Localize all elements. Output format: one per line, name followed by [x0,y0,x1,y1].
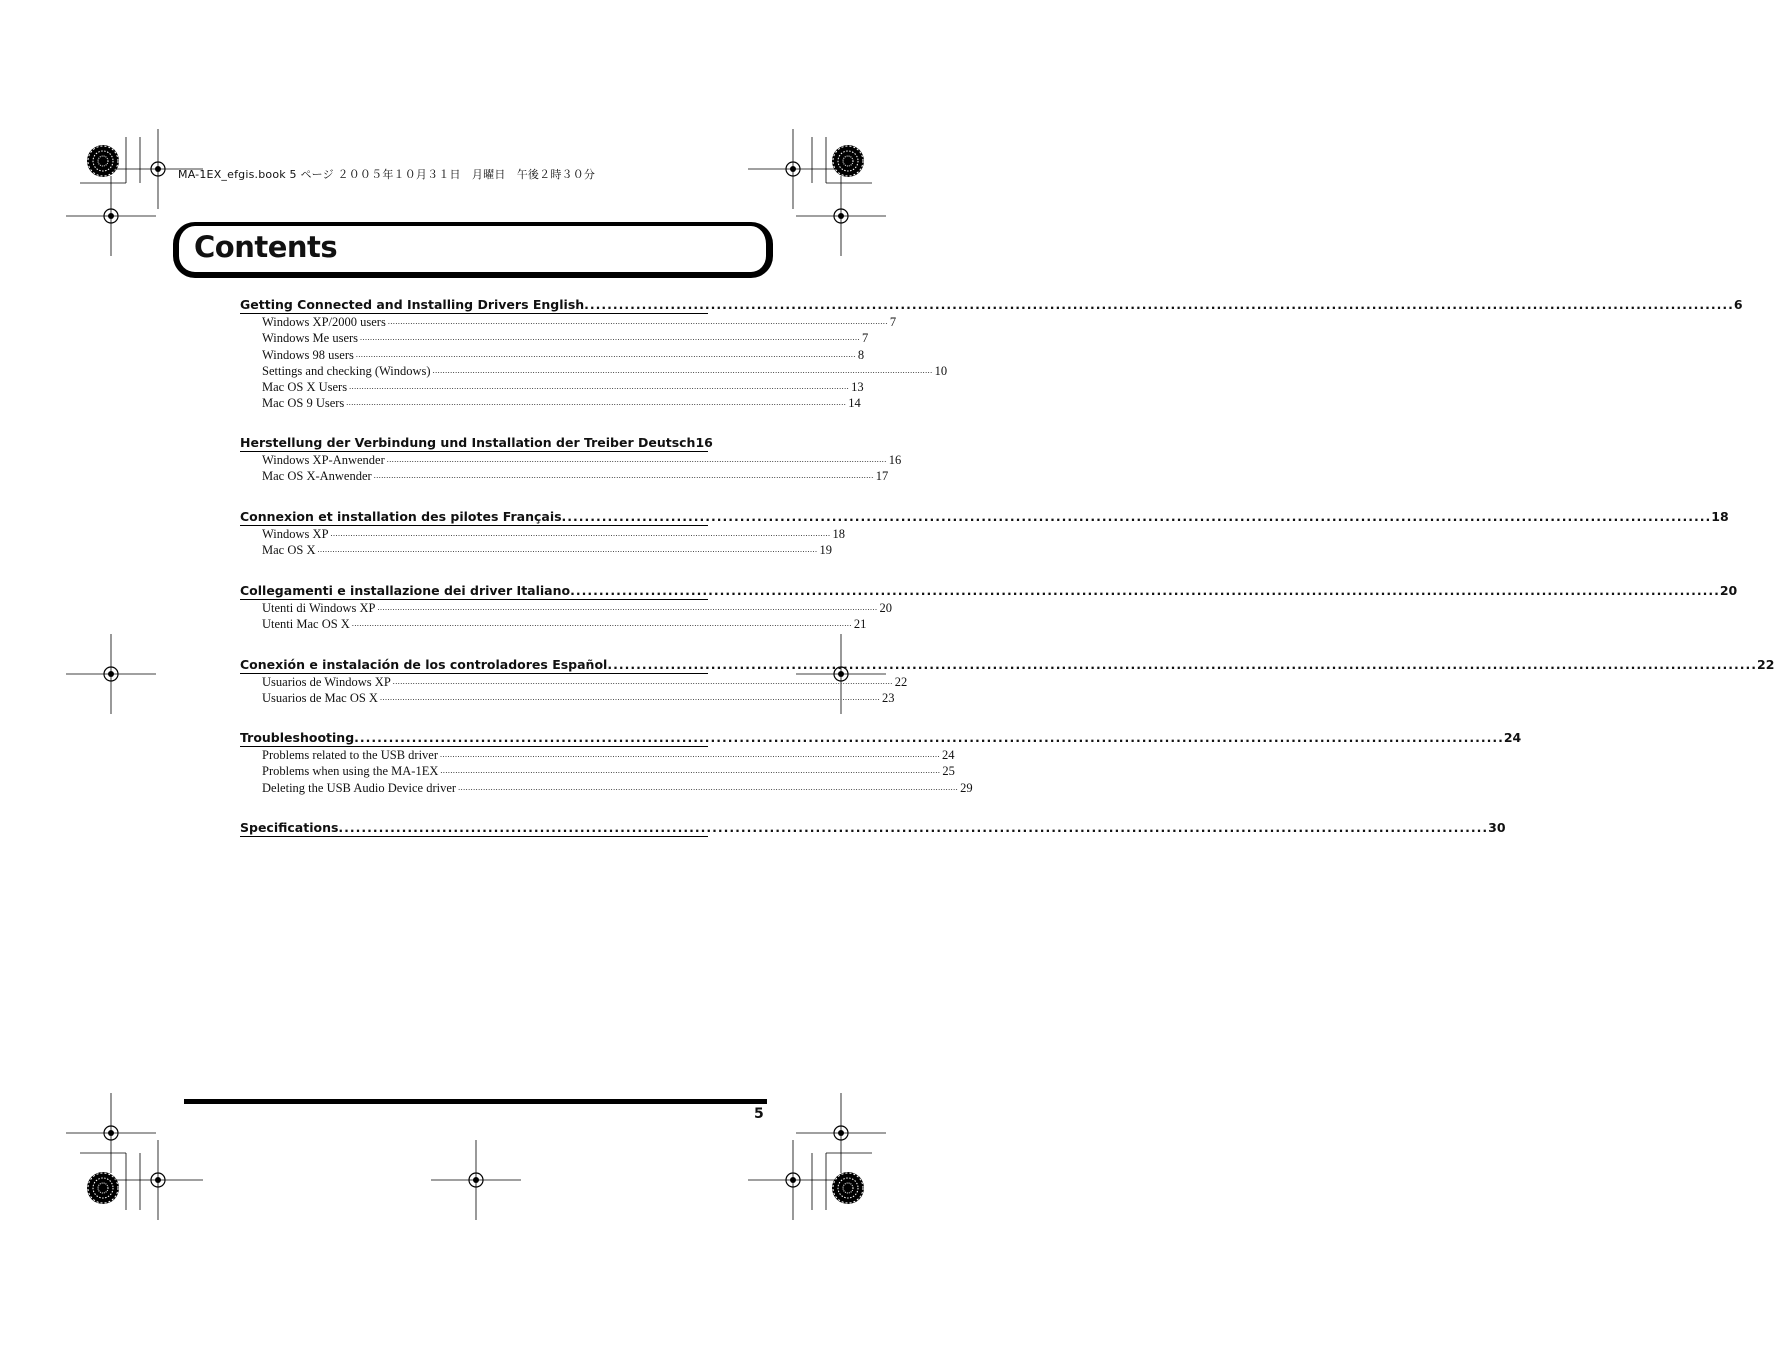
toc-section [240,509,1729,559]
toc-item[interactable] [262,468,889,484]
toc-section-heading[interactable] [240,820,1506,837]
toc-section-title: Conexión e instalación de los controladores Español [240,657,608,672]
toc-item-page: 23 [881,691,895,706]
toc-section [240,657,1774,707]
print-header-info: MA-1EX_efgis.book 5 ページ ２００５年１０月３１日 月曜日 午後２時３０分 [178,168,596,181]
toc-item[interactable] [262,330,869,346]
toc-item-page: 20 [879,601,893,615]
toc-item-page: 8 [857,347,865,362]
dot-leader: ........................................................................................................................................................................................................ [584,297,1734,312]
toc-item-page: 17 [875,469,889,484]
toc-item[interactable] [262,616,867,632]
dot-leader: ........................................................................................................................................................................................................ [386,455,887,464]
toc-item-page: 13 [851,380,864,395]
toc-section-page: 18 [1711,509,1729,524]
toc-section-title: Herstellung der Verbindung und Installation der Treiber Deutsch [240,435,696,450]
toc-item-page: 19 [819,543,832,558]
dot-leader: ........................................................................................................................................................................................................ [346,398,847,408]
toc-item[interactable] [262,363,948,379]
dot-leader: ........................................................................................................................................................................................................ [607,657,1758,672]
toc-section-heading[interactable] [240,297,1743,314]
dot-leader: ........................................................................................................................................................................................................ [561,509,1712,524]
toc-item-label: Windows XP-Anwender [262,453,385,467]
dot-leader: ........................................................................................................................................................................................................ [351,619,852,629]
dot-leader: ........................................................................................................................................................................................................ [440,750,941,759]
dot-leader: ........................................................................................................................................................................................................ [387,317,888,326]
toc-section-page: 16 [695,435,713,450]
toc-section-heading[interactable] [240,435,713,452]
dot-leader: ........................................................................................................................................................................................................ [373,471,874,481]
toc-item-page: 7 [889,315,897,329]
toc-item[interactable] [262,763,955,779]
dot-leader: ........................................................................................................................................................................................................ [432,365,933,375]
toc-item[interactable] [262,780,973,796]
toc-item-label: Mac OS X Users [262,380,348,395]
toc-item[interactable] [262,395,861,411]
toc-item-page: 24 [942,748,955,762]
toc-item-label: Windows XP/2000 users [262,315,386,329]
dot-leader: ........................................................................................................................................................................................................ [338,820,1489,835]
toc-item-label: Windows XP [262,527,329,541]
toc-item-page: 25 [942,764,955,779]
toc-item-label: Mac OS 9 Users [262,396,345,411]
toc-section-title: Connexion et installation des pilotes Français [240,509,562,524]
toc-section-title: Collegamenti e installazione dei driver Italiano [240,583,571,598]
dot-leader: ........................................................................................................................................................................................................ [392,677,893,686]
toc-item-label: Mac OS X [262,543,316,558]
toc-item-label: Usuarios de Windows XP [262,675,391,689]
dot-leader: ........................................................................................................................................................................................................ [360,333,861,343]
toc-section-page: 20 [1719,583,1738,598]
toc-item-label: Windows Me users [262,331,359,346]
toc-item[interactable] [262,690,895,706]
toc-item-label: Windows 98 users [262,347,354,362]
toc-section-heading[interactable] [240,583,1738,600]
page-number: 5 [754,1106,764,1122]
dot-leader: ........................................................................................................................................................................................................ [330,529,831,538]
toc-item[interactable] [262,347,865,363]
dot-leader: ........................................................................................................................................................................................................ [377,603,878,612]
toc-item[interactable] [262,747,955,763]
toc-item-page: 16 [888,453,902,467]
toc-item-label: Mac OS X-Anwender [262,469,372,484]
toc-item-page: 22 [894,675,908,689]
toc-section-page: 22 [1757,657,1774,672]
dot-leader: ........................................................................................................................................................................................................ [317,545,818,555]
dot-leader: ........................................................................................................................................................................................................ [458,782,959,792]
footer-rule [184,1099,767,1104]
toc-item-label: Problems when using the MA-1EX [262,764,439,779]
dot-leader: ........................................................................................................................................................................................................ [355,349,856,359]
toc-section-title: Troubleshooting [240,730,355,745]
page-title: Contents [194,230,338,264]
dot-leader: ........................................................................................................................................................................................................ [379,693,880,703]
toc-item-label: Usuarios de Mac OS X [262,691,378,706]
toc-item[interactable] [262,314,897,330]
toc-item[interactable] [262,674,908,690]
dot-leader: ........................................................................................................................................................................................................ [349,382,850,392]
toc-item-label: Deleting the USB Audio Device driver [262,780,457,795]
toc-section [240,820,1506,837]
toc-section-heading[interactable] [240,730,1522,747]
toc-item-label: Problems related to the USB driver [262,748,439,762]
dot-leader: ........................................................................................................................................................................................................ [570,583,1720,598]
toc-item-page: 21 [853,617,867,632]
toc-section-page: 24 [1503,730,1522,745]
toc-section-title: Getting Connected and Installing Drivers English [240,297,585,312]
toc-item-label: Settings and checking (Windows) [262,363,431,378]
toc-section-heading[interactable] [240,509,1729,526]
toc-item[interactable] [262,542,832,558]
toc-item-page: 18 [832,527,846,541]
toc-item[interactable] [262,526,846,542]
toc-section [240,583,1738,633]
toc-section-heading[interactable] [240,657,1774,674]
toc-item[interactable] [262,452,902,468]
toc-item-page: 29 [960,780,973,795]
toc-item-label: Utenti Mac OS X [262,617,350,632]
toc-item-page: 14 [848,396,861,411]
toc-section [240,730,1522,796]
toc-section-page: 6 [1733,297,1743,312]
toc-item-label: Utenti di Windows XP [262,601,376,615]
toc-section-page: 30 [1488,820,1506,835]
toc-section [240,297,1743,412]
toc-item-page: 7 [862,331,869,346]
dot-leader: ........................................................................................................................................................................................................ [354,730,1504,745]
toc-item[interactable] [262,379,864,395]
toc-item[interactable] [262,600,893,616]
toc-item-page: 10 [934,363,948,378]
dot-leader: ........................................................................................................................................................................................................ [440,766,941,776]
toc-section-title: Specifications [240,820,339,835]
toc-section [240,435,902,485]
